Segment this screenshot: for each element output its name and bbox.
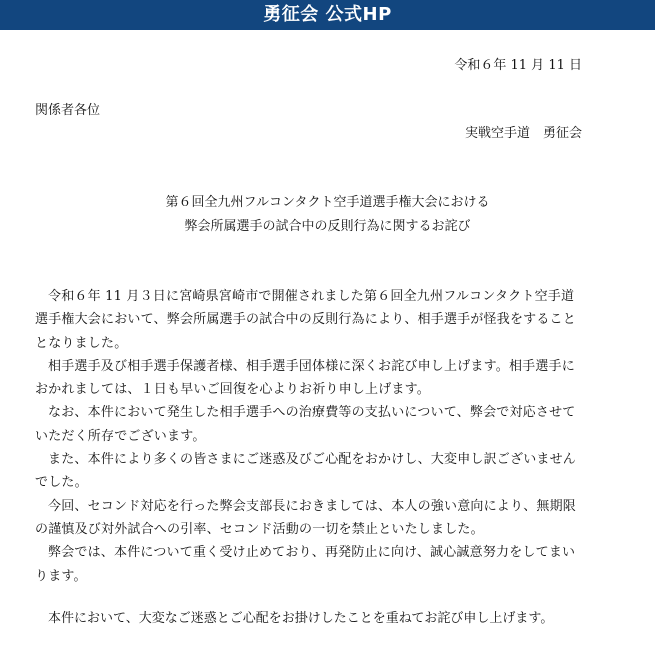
letter-title-line-1: 第６回全九州フルコンタクト空手道選手権大会における xyxy=(165,195,490,210)
body-paragraph: 相手選手及び相手選手保護者様、相手選手団体様に深くお詫び申し上げます。相手選手におかれましては、１日も早いご回復を心よりお祈り申し上げます。 xyxy=(35,358,575,398)
body-paragraph: 令和６年 11 月３日に宮崎県宮崎市で開催されました第６回全九州フルコンタクト空手道選手権大会において、弊会所属選手の試合中の反則行為により、相手選手が怪我をすることとなりました。 xyxy=(35,289,576,351)
body-paragraph: 弊会では、本件について重く受け止めており、再発防止に向け、誠心誠意努力をしてまいります。 xyxy=(35,545,576,584)
site-title[interactable]: 勇征会 公式HP xyxy=(263,4,392,25)
body-paragraph: また、本件により多くの皆さまにご迷惑及びご心配をおかけし、大変申し訳ございませんでした。 xyxy=(35,452,577,491)
letter-addressee: 関係者各位 xyxy=(35,103,101,118)
letter-date: 令和６年 11 月 11 日 xyxy=(454,58,582,73)
apology-letter xyxy=(0,30,655,658)
letter-body xyxy=(35,285,585,588)
letter-sender: 実戦空手道 勇征会 xyxy=(464,126,582,141)
body-paragraph: なお、本件において発生した相手選手への治療費等の支払いについて、弊会で対応させていただく所存でございます。 xyxy=(35,405,576,444)
site-header xyxy=(0,0,655,30)
letter-title-line-2: 弊会所属選手の試合中の反則行為に関するお詫び xyxy=(184,219,471,234)
body-paragraph: 今回、セコンド対応を行った弊会支部長におきましては、本人の強い意向により、無期限の謹慎及び対外試合への引率、セコンド活動の一切を禁止といたしました。 xyxy=(35,498,577,537)
letter-closing: 本件において、大変なご迷惑とご心配をお掛けしたことを重ねてお詫び申し上げます。 xyxy=(48,611,554,626)
